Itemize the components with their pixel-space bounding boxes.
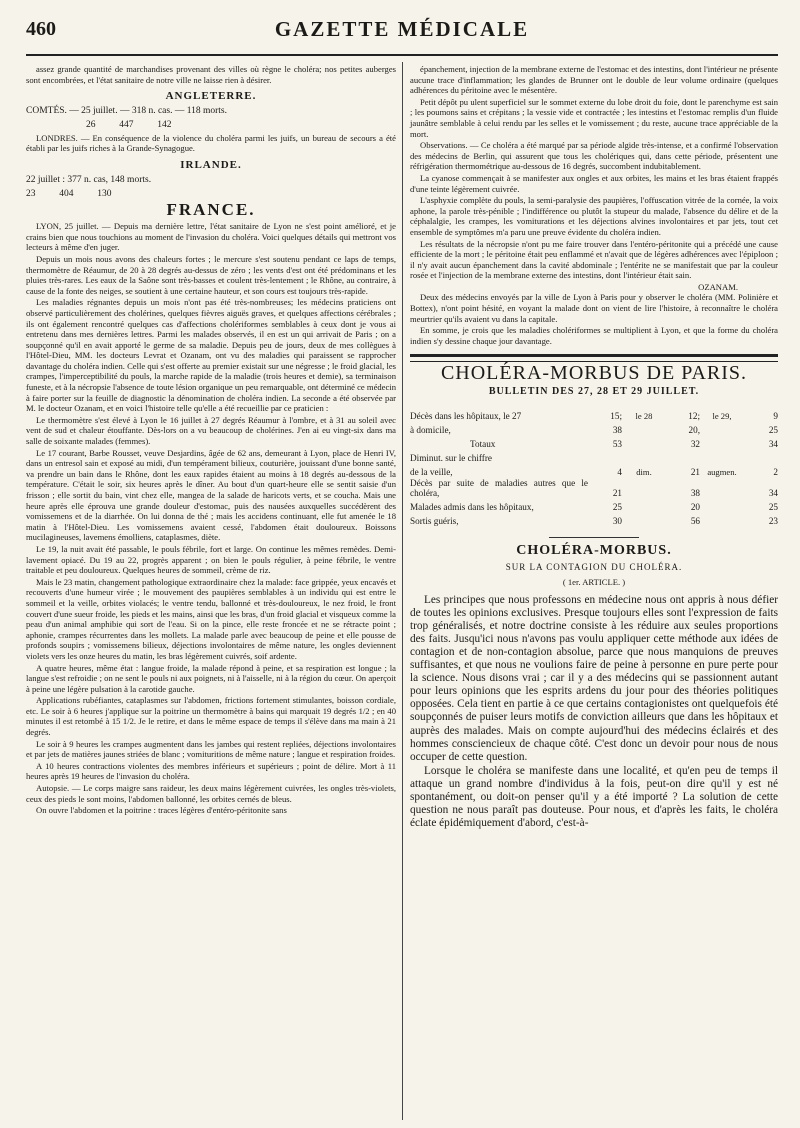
bulletin-cell-c: 34: [768, 439, 778, 450]
section-heading-irlande: IRLANDE.: [180, 158, 242, 171]
bulletin-cell-mid2: [700, 450, 744, 464]
bulletin-cell-label: à domicile,: [410, 425, 451, 436]
paragraph: Lorsque le choléra se manifeste dans une localité, et qu'en peu de temps il attaque un grand nombre d'individus à la fois, peut-on dire qu'il y est né spontanément, ou doit-on penser qu'il y a été importé ? La solution de cette question ne nous paraît pas douteuse. Pour nous, et d'après les faits, le choléra éclate épidémiquement d'abord, c'est-à-: [410, 764, 778, 830]
bulletin-cell-c: 25: [768, 502, 778, 513]
paragraph: Applications rubéfiantes, cataplasmes sur l'abdomen, frictions fortement stimulantes, boisson cordiale, etc. Le soir à 6 heures j'applique sur la poitrine un thermomètre à bains qui marquait 19 degrés 1/2 ; en 40 minutes il est retombé à 15 1/2. Je le retire, et dans le même espace de temps il s'élève dans ma main à 21 degrés.: [26, 695, 396, 738]
bulletin-cell-mid1: [622, 422, 666, 436]
stat-line: COMTÉS. — 25 juillet. — 318 n. cas. — 118 morts.: [26, 105, 227, 116]
bulletin-cell-a: 4: [617, 467, 622, 478]
bulletin-row: [410, 499, 778, 513]
article-subtitle: SUR LA CONTAGION DU CHOLÉRA.: [505, 562, 683, 573]
masthead: [26, 14, 778, 56]
stat-line: 22 juillet : 377 n. cas, 148 morts.: [26, 174, 152, 185]
bulletin-row: [410, 513, 778, 527]
column-divider: [402, 62, 403, 1120]
paragraph: L'asphyxie complète du pouls, la semi-paralysie des paupières, l'offuscation vitrée de la cornée, la voix aphone, la parole très-pénible ; l'indifférence ou plutôt la stupeur du malade, l'absence du délire et de la céphalalgie, les crampes, les vomiturations et les déjections alvines involontaires et par jets, tout cet ensemble de symptômes m'a paru une preuve évidente du choléra indien.: [410, 195, 778, 237]
page-number: 460: [26, 18, 56, 40]
bulletin-cell-mid1: dim.: [636, 467, 652, 478]
paris-title: CHOLÉRA-MORBUS DE PARIS.: [440, 362, 748, 385]
bulletin-cell-b: 38: [690, 488, 700, 499]
paragraph: Petit dépôt pu ulent superficiel sur le sommet externe du lobe droit du foie, dont le parenchyme est sain ; les poumons sains et crépitans ; la vessie vide et contractée ; les intestins et l'estomac remplis d'un fluide jaunâtre semblable à celui rendu par les selles et le vomissement ; du reste, aucune trace appréciable de la mort.: [410, 96, 778, 139]
section-heading-angleterre: ANGLETERRE.: [165, 90, 257, 103]
signature: OZANAM.: [698, 281, 738, 292]
paragraph: Les résultats de la nécropsie n'ont pu me faire trouver dans l'entéro-péritonite qui a précédé une cause efficiente de la mort ; le péritoine était peu enflammé et n'avait que de légères adhérences avec l'épiploon ; il n'y avait aucun épanchement dans la cavité abdominale ; l'entérite ne se manifestait que par la couleur rosée et l'injection de la membrane externe des intestins, dont l'intérieur était sain.: [410, 238, 778, 281]
bulletin-cell-a: 38: [612, 425, 622, 436]
bulletin-cell-b: [666, 450, 700, 464]
paragraph: Depuis un mois nous avons des chaleurs fortes ; le mercure s'est soutenu pendant ce laps de temps, thermomètre de Réaumur, de 20 à 28 degrés au-dessus de zéro ; les vents d'est ont été prédominans et les pluies très-rares. Les eaux de la Saône sont très-basses et coulent très-lentement ; le Rhône, au contraire, à cause de la fonte des neiges, se soutient à une certaine hauteur, et son cours est toujours très-rapide.: [26, 253, 396, 296]
bulletin-cell-c: 25: [768, 425, 778, 436]
bulletin-cell-c: 34: [768, 488, 778, 499]
paragraph: LYON, 25 juillet. — Depuis ma dernière lettre, l'état sanitaire de Lyon ne s'est point amélioré, et je crains bien que nous touchions au moment de l'invasion du choléra. Voici quelques détails qui mettront vos lecteurs à même d'en juger.: [26, 221, 396, 253]
bulletin-cell-a: [588, 450, 622, 464]
bulletin-row: [410, 478, 778, 499]
newspaper-page: [26, 14, 778, 1120]
bulletin-cell-a: 30: [612, 516, 622, 527]
bulletin-row: [410, 464, 778, 478]
paragraph: La cyanose commençait à se manifester aux ongles et aux orbites, les mains et les bras étaient frappés d'une teinte légèrement cuivrée.: [410, 172, 778, 194]
left-column: [26, 64, 396, 817]
bulletin-cell-mid2: [700, 422, 744, 436]
stat-line: 23 404 130: [26, 188, 112, 199]
divider: [549, 537, 639, 538]
bulletin-row: [410, 422, 778, 436]
bulletin-cell-mid1: [622, 436, 666, 450]
paragraph: Les maladies régnantes depuis un mois n'ont pas été très-nombreuses; les médecins praticiens ont observé particulièrement des cholérines, quelques fièvres aiguës graves, et quelques affections cérébrales ; ils ont également rencontré quelques cas d'affections cholériformes semblables à ceux dont je vous ai entretenu dans mes dernières lettres. Parmi les malades observés, il en est un qui arrivait de Paris ; on a soupçonné qu'il en avait apporté le germe de sa maladie. Depuis peu de jours, deux de mes collègues à l'Hôtel-Dieu, MM. les docteurs Levrat et Ozanam, ont vu des maladies qui paraissent se rapprocher davantage du choléra indien. Celle qui s'est offerte au premier existait sur une négresse ; le froid glacial, les crampes, l'imperceptibilité du pouls, la marche rapide de la maladie (trois heures et demie), sa terminaison funeste, et à la nécropsie l'absence de toute lésion organique un peu remarquable, ont déterminé ce médecin à faire porter sur la feuille de diagnostic la dénomination de choléra indien. La seconde a été observée par M. le docteur Ozanam, et en voici l'histoire telle qu'elle a été recueillie par ce praticien :: [26, 297, 396, 414]
right-column: [410, 64, 778, 831]
bulletin-cell-a: 21: [612, 488, 622, 499]
paragraph: Le 17 courant, Barbe Rousset, veuve Desjardins, âgée de 62 ans, demeurant à Lyon, place de Henri IV, dans un entresol sain et exposé au midi, d'un tempérament bilieux, couturière, jouissant d'une bonne santé, va prendre un bain dans le Rhône, dont les eaux rapides étaient au moins à 18 degrés au-dessous de la température. C'était le soir, six heures après le dîner. Au bout d'un quart-heure elle se sentit saisie d'un frisson ; elle sortit du bain, vint chez elle, mangea de la salade de haricots verts, et se coucha. Mais une heure après elle éprouva une grande douleur d'estomac, puis des nausées auxquelles succédèrent des vomissemens et de la diarrhée. On lui donna de thé ; mais les accidens continuant, elle fut amenée le 18 matin à l'Hôtel-Dieu. Les vomissemens avaient cessé, l'abdomen était douloureux. Boissons mucilagineuses, lavemens émolliens, cataplasmes, diète.: [26, 447, 396, 543]
paragraph: Observations. — Ce choléra a été marqué par sa période algide très-intense, et a confirmé l'observation des médecins de Berlin, qui assurent que tous les cholériques qui, dans cette période, présentent une réfrigération thermométrique au-dessous de 16 degrés, succombent indubitablement.: [410, 140, 778, 172]
bulletin-cell-mid2: augmen.: [707, 467, 737, 478]
stat-line: 26 447 142: [86, 119, 172, 130]
bulletin-cell-a: 15;: [610, 411, 622, 422]
bulletin-cell-c: [744, 450, 778, 464]
paragraph: Le 19, la nuit avait été passable, le pouls fébrile, fort et large. On continue les mêmes remèdes. Demi-lavement opiacé. Du 19 au 22, progrès apparent ; on bien le pouls régulier, à peine fébrile, le ventre traitable et peu douloureux. Quelques heures de sommeil, crème de riz.: [26, 543, 396, 576]
paragraph: Deux des médecins envoyés par la ville de Lyon à Paris pour y observer le choléra (MM. Polinière et Bottex), n'ont point hésité, en voyant la malade dont on vient de lire l'histoire, à reconnaître le choléra meurtrier qu'ils avaient vu dans la capitale.: [410, 292, 778, 324]
paragraph: A 10 heures contractions violentes des membres inférieurs et supérieurs ; point de délire. Mort à 11 heures après 19 heures de l'invasion du choléra.: [26, 760, 396, 782]
paragraph: Le thermomètre s'est élevé à Lyon le 16 juillet à 27 degrés Réaumur à l'ombre, et à 31 au soleil avec vent de sud et chaleur étouffante. Dès-lors on a vu beaucoup de cholérines. J'en ai eu vingt-six dans ma salle de soixante malades (femmes).: [26, 414, 396, 447]
paragraph: Autopsie. — Le corps maigre sans raideur, les deux mains légèrement cuivrées, les ongles très-violets, ceux des pieds le sont moins, l'abdomen ballonné, les orbites cernés de bleus.: [26, 783, 396, 804]
paragraph: Mais le 23 matin, changement pathologique extraordinaire chez la malade: face grippée, yeux encavés et recouverts d'une humeur virée ; le mouvement des paupières semblables à un individu qui est entre le sommeil et la veille, orbites violacés; le ventre tendu, ballonné et très-douloureux, le nez froid, le front couvert d'une sueur froide, les pieds et les mains, ainsi que les bras, d'un froid glacial et visqueux comme la peau d'un animal amphibie qui sort de l'eau. Si on la pince, elle reste froncée et ne se rétracte point ; aphonie, crampes récurrentes dans les mollets. La malade parle avec beaucoup de peine et elle pousse de profonds soupirs ; vomissemens bilieux, déjections involontaires de même nature, les ongles deviennent violets vers les onze heures du matin, les bras légèrement cuivrés, soif ardente.: [26, 576, 396, 661]
bulletin-cell-mid2: [700, 436, 744, 450]
bulletin-row: [410, 436, 778, 450]
bulletin-cell-mid2: [700, 478, 744, 499]
bulletin-cell-label: Diminut. sur le chiffre: [410, 453, 492, 464]
bulletin-cell-mid1: [622, 513, 666, 527]
paragraph: A quatre heures, même état : langue froide, la malade répond à peine, et sa respiration est longue ; la langue s'est refroidie ; on ne sent le pouls ni aux poignets, ni à l'aisselle, ni à la région du cœur. On aperçoit à peine une légère pulsation à la carotide gauche.: [26, 662, 396, 694]
bulletin-row: [410, 408, 778, 422]
paragraph: LONDRES. — En conséquence de la violence du choléra parmi les juifs, un bureau de secours a été établi par les juifs riches à la Grande-Synagogue.: [26, 132, 396, 154]
bulletin-cell-label: Décès par suite de maladies autres que le choléra,: [410, 477, 588, 499]
paragraph: assez grande quantité de marchandises provenant des villes où règne le choléra; nos petites auberges sont encombrées, et l'état sanitaire de notre ville ne laisse rien à désirer.: [26, 64, 396, 85]
bulletin-cell-b: 20,: [688, 425, 700, 436]
bulletin-cell-mid1: [622, 478, 666, 499]
bulletin-heading: BULLETIN DES 27, 28 ET 29 JUILLET.: [488, 386, 700, 398]
bulletin-cell-label: Malades admis dans les hôpitaux,: [410, 502, 534, 513]
bulletin-cell-a: 53: [612, 439, 622, 450]
article-title: CHOLÉRA-MORBUS.: [516, 542, 672, 558]
bulletin-row: [410, 450, 778, 464]
bulletin-cell-mid1: [622, 499, 666, 513]
paragraph: épanchement, injection de la membrane externe de l'estomac et des intestins, dont l'intérieur ne présente aucune trace d'inflammation; les glandes de Brunner ont le double de leur volume ordinaire (quelques adhérences du péritoine avec le mésentère.: [410, 64, 778, 96]
page-title: GAZETTE MÉDICALE: [274, 17, 530, 41]
bulletin-cell-a: 25: [612, 502, 622, 513]
bulletin-cell-mid1: le 28: [635, 411, 653, 422]
bulletin-cell-mid2: [700, 513, 744, 527]
bulletin-cell-c: 9: [773, 411, 778, 422]
paragraph: On ouvre l'abdomen et la poitrine : traces légères d'entéro-péritonite sans: [36, 805, 287, 816]
bulletin-table: [410, 408, 778, 527]
bulletin-cell-b: 32: [690, 439, 700, 450]
bulletin-cell-mid1: [622, 450, 666, 464]
bulletin-cell-label: de la veille,: [410, 467, 453, 478]
bulletin-cell-b: 21: [690, 467, 700, 478]
section-heading-france: FRANCE.: [166, 199, 256, 219]
bulletin-cell-label: Totaux: [470, 439, 496, 450]
bulletin-cell-label: Décès dans les hôpitaux, le 27: [410, 411, 522, 422]
paragraph: Le soir à 9 heures les crampes augmentent dans les jambes qui restent repliées, déjections involontaires et par jets de matières jaunes striées de blanc ; vomituritions de même nature ; langue et respiration froides.: [26, 738, 396, 760]
bulletin-cell-b: 20: [690, 502, 700, 513]
bulletin-cell-c: 2: [773, 467, 778, 478]
bulletin-cell-mid2: [700, 499, 744, 513]
bulletin-cell-b: 12;: [688, 411, 700, 422]
article-number: ( 1er. ARTICLE. ): [562, 577, 626, 587]
bulletin-cell-c: 23: [768, 516, 778, 527]
paragraph: Les principes que nous professons en médecine nous ont appris à nous défier de toutes les opinions exclusives. Presque toujours elles sont l'expression de faits trop généralisés, et notre doctrine consiste à les réduire aux seules proportions des faits. Jusqu'ici nous n'avons pas voulu appliquer cette méthode aux idées de contagion et de non-contagion absolue, parce que nous manquions de preuves suffisantes, et que nous ne voulions faire de peine à personne en pure perte pour la science. Nous disons vrai ; car il y a des médecins qui se passionnent autant pour leurs opinions que les esprits ardens du jour pour des théories politiques opposées. Cela tient en partie à ce que certains contagionistes ont quelquefois été soupçonnés de puiser leurs motifs de conviction ailleurs que dans les hôpitaux et auprès des malades. Mais on compte aujourd'hui des médecins éclairés et des hommes consciencieux de chaque côté. C'est donc un devoir pour nous de nous occuper de cette question.: [410, 593, 778, 763]
paragraph: En somme, je crois que les maladies cholériformes se multiplient à Lyon, et que la forme du choléra indien s'y dessine chaque jour davantage.: [410, 325, 778, 346]
bulletin-cell-b: 56: [690, 516, 700, 527]
bulletin-cell-mid2: le 29,: [712, 411, 732, 422]
bulletin-cell-label: Sortis guéris,: [410, 516, 459, 527]
